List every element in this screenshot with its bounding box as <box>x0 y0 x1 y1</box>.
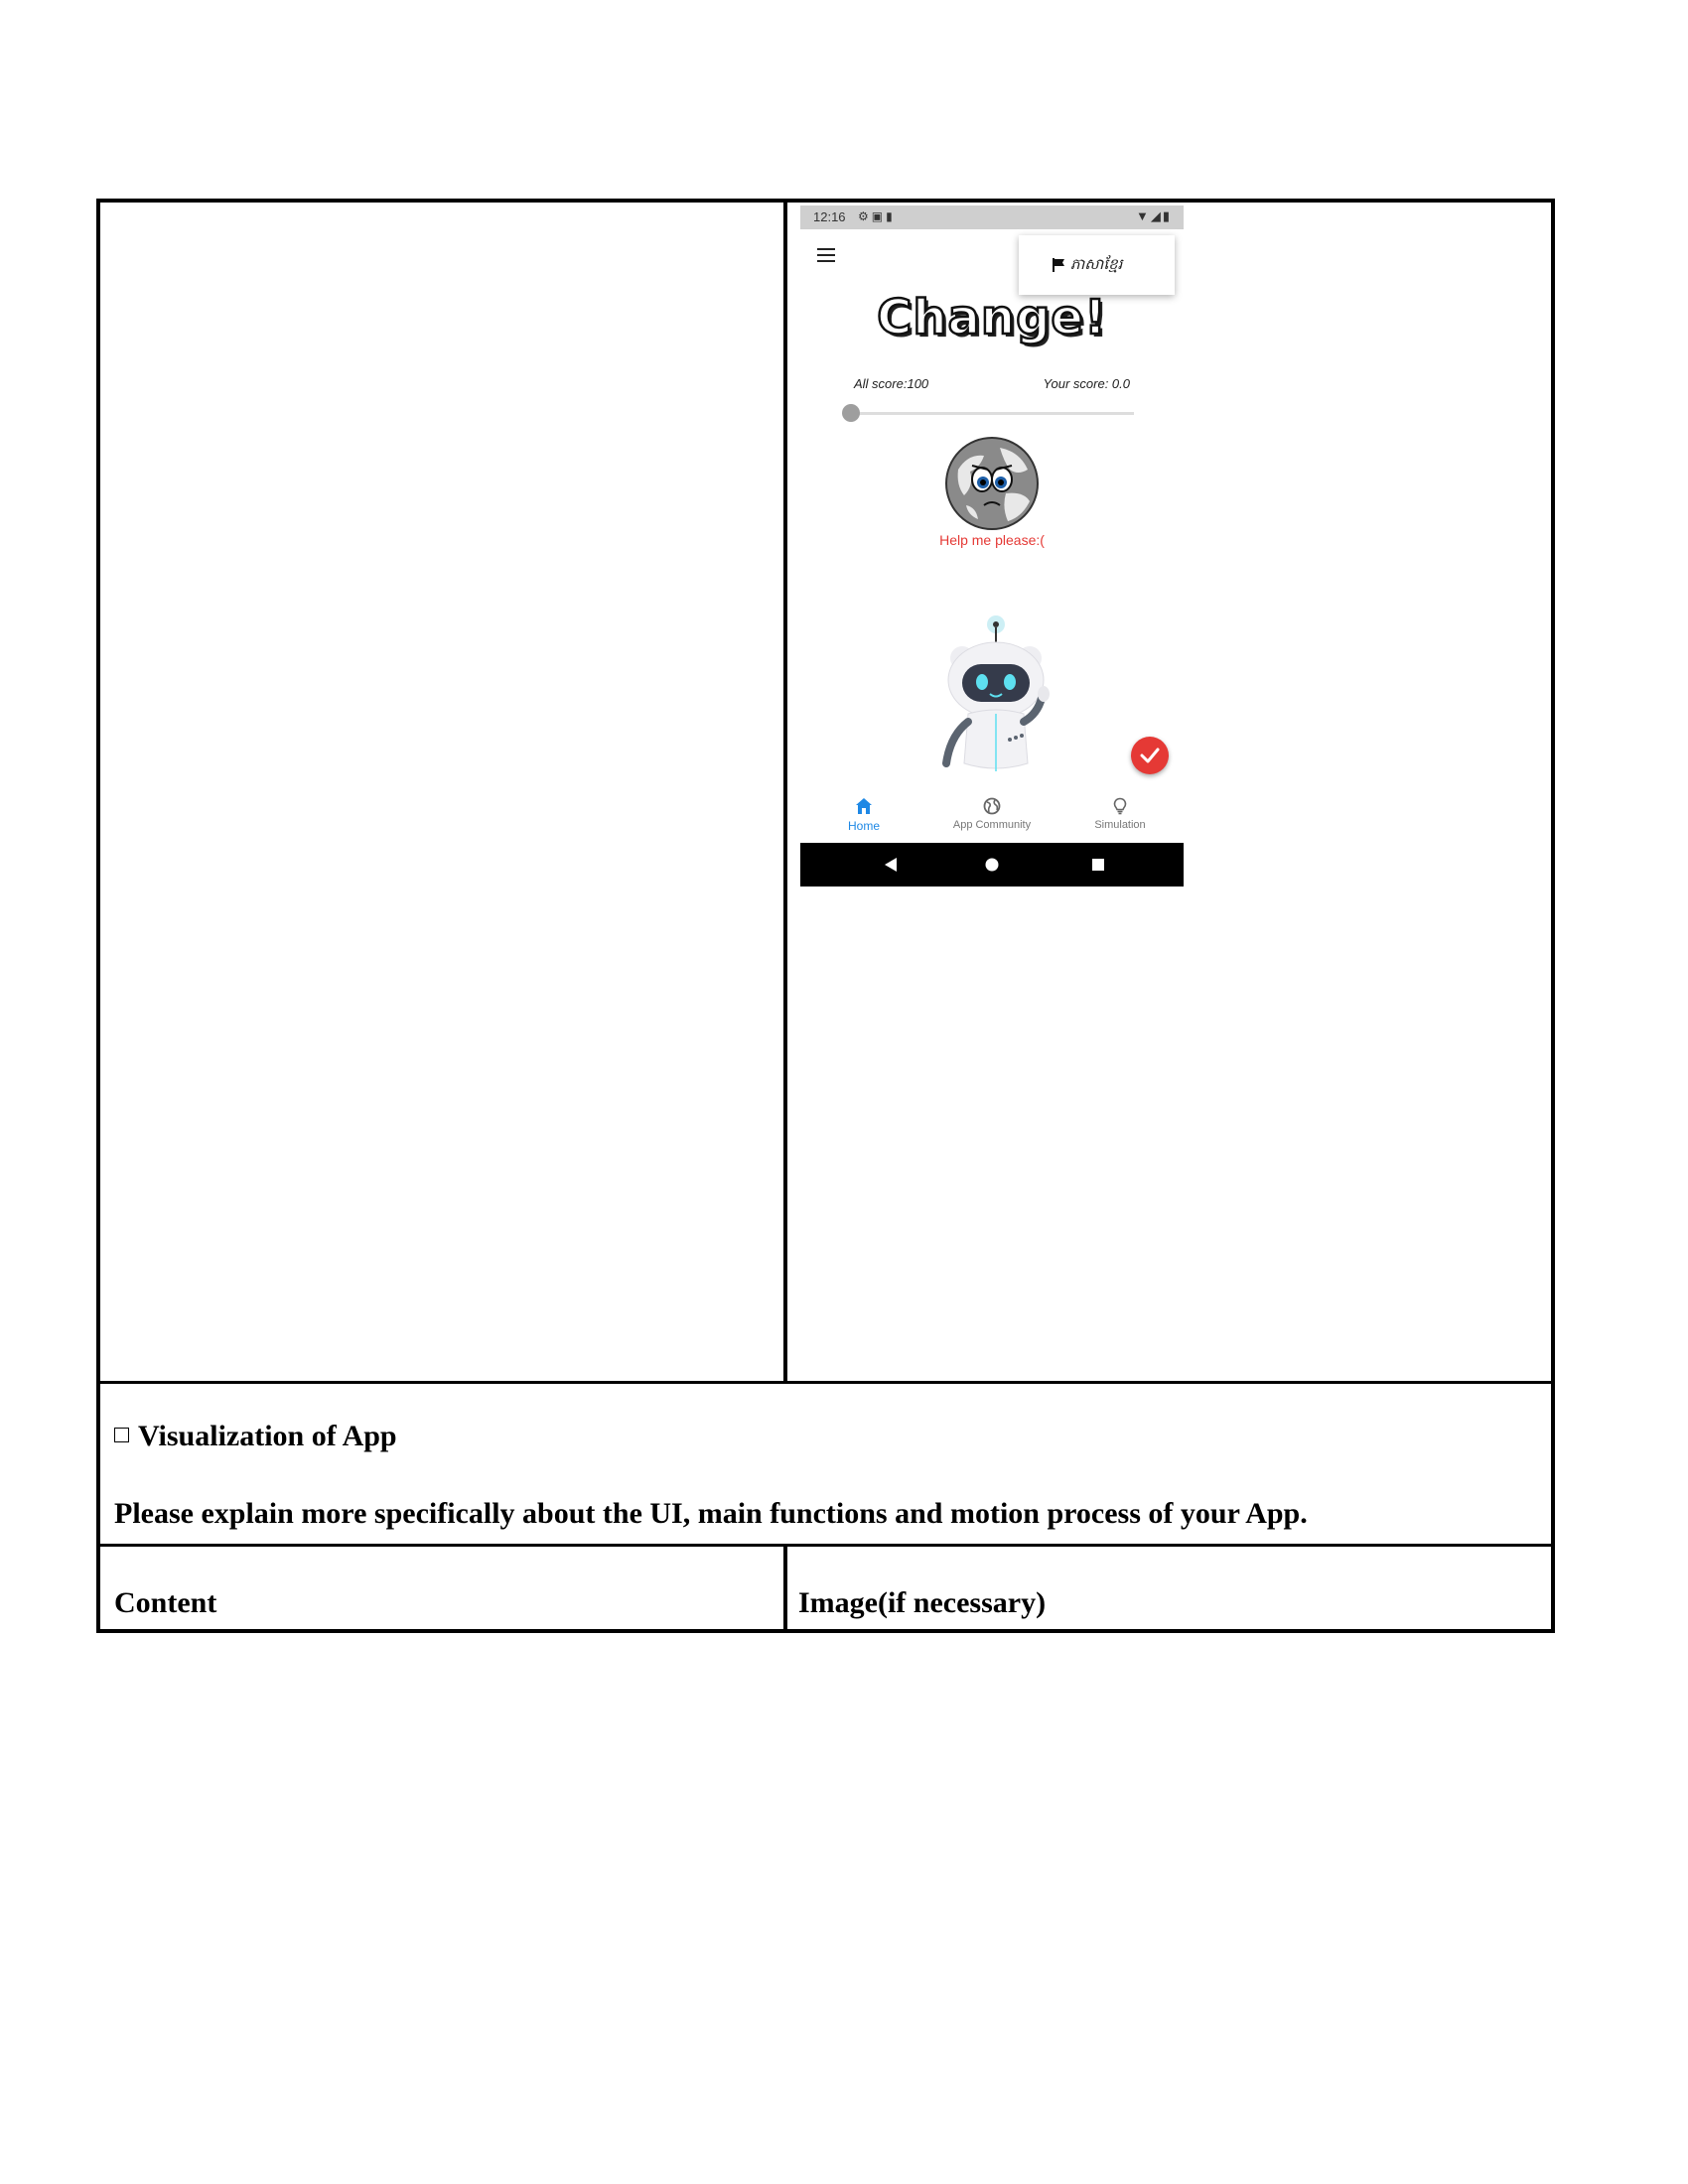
section-description: Please explain more specifically about the UI, main functions and motion process of your App. <box>114 1497 1308 1530</box>
photo-icon: ▣ <box>871 209 887 223</box>
column-header-content: Content <box>114 1586 217 1619</box>
your-score-label: Your score: 0.0 <box>1043 376 1130 391</box>
column-divider-header <box>783 1547 787 1629</box>
wifi-icon: ▼ <box>1135 208 1151 223</box>
gear-icon: ⚙ <box>858 209 872 223</box>
column-header-image: Image(if necessary) <box>798 1586 1047 1619</box>
battery-icon: ▮ <box>1162 208 1172 223</box>
help-message: Help me please:( <box>939 532 1045 548</box>
column-divider <box>783 203 787 1384</box>
section-title-text: Visualization of App <box>138 1420 397 1452</box>
app-title: Change! <box>877 290 1107 345</box>
nav-label-home: Home <box>847 819 880 833</box>
section-title <box>114 1420 397 1453</box>
signal-icon: ◢ <box>1150 208 1163 223</box>
checkbox-square-icon <box>114 1428 129 1442</box>
language-option-khmer[interactable]: ភាសាខ្មែរ <box>1070 256 1123 273</box>
all-score-label: All score:100 <box>854 376 929 391</box>
column-header-row <box>100 1547 1551 1629</box>
document-table <box>96 199 1555 1633</box>
nav-label-simulation: Simulation <box>1094 819 1146 831</box>
content-image-row <box>100 203 1551 1384</box>
status-time: 12:16 <box>813 209 846 224</box>
section-header-row <box>100 1384 1551 1547</box>
nav-label-app-community: App Community <box>952 819 1032 831</box>
sd-card-icon: ▮ <box>886 209 896 223</box>
